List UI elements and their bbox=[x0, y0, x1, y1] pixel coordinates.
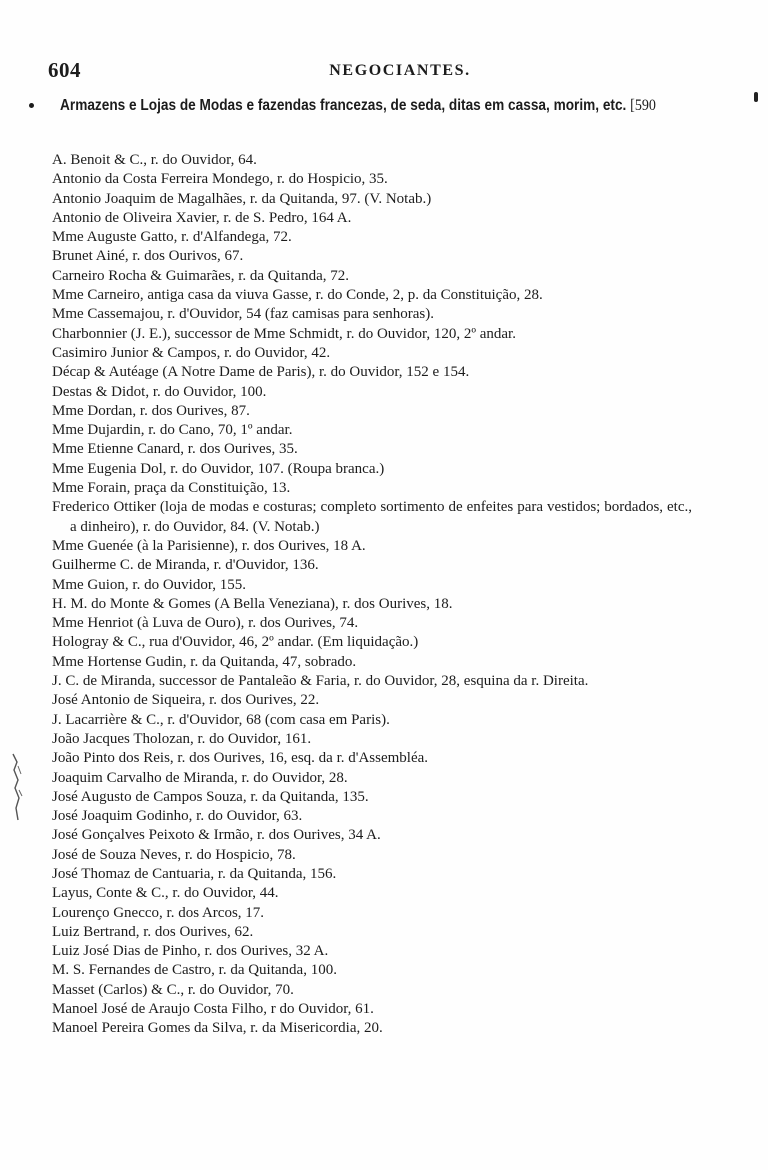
list-item: Mme Cassemajou, r. d'Ouvidor, 54 (faz camisas para senhoras). bbox=[52, 306, 434, 323]
list-item: José Augusto de Campos Souza, r. da Quitanda, 135. bbox=[52, 788, 369, 805]
list-item: Mme Carneiro, antiga casa da viuva Gasse, r. do Conde, 2, p. da Constituição, 28. bbox=[52, 287, 543, 304]
list-item: Manoel José de Araujo Costa Filho, r do Ouvidor, 61. bbox=[52, 1001, 374, 1018]
list-item: Mme Guenée (à la Parisienne), r. dos Ourives, 18 A. bbox=[52, 537, 366, 554]
list-item: Masset (Carlos) & C., r. do Ouvidor, 70. bbox=[52, 981, 294, 998]
list-item: A. Benoit & C., r. do Ouvidor, 64. bbox=[52, 152, 257, 168]
library-stamp-mark bbox=[10, 752, 24, 822]
list-item: Destas & Didot, r. do Ouvidor, 100. bbox=[52, 383, 267, 400]
merchant-list bbox=[52, 151, 692, 1039]
list-item: José Joaquim Godinho, r. do Ouvidor, 63. bbox=[52, 808, 303, 825]
list-item: J. Lacarrière & C., r. d'Ouvidor, 68 (com casa em Paris). bbox=[52, 711, 390, 728]
page-number: 604 bbox=[48, 58, 81, 82]
section-reference: [590 bbox=[630, 97, 656, 114]
list-item: Joaquim Carvalho de Miranda, r. do Ouvidor, 28. bbox=[52, 769, 348, 786]
list-item: Antonio de Oliveira Xavier, r. de S. Pedro, 164 A. bbox=[52, 209, 352, 226]
list-item: Frederico Ottiker (loja de modas e costuras; completo sortimento de enfeites para vestidos; bordados, etc., a dinheiro), r. do Ouvidor, 84. (V. Notab.) bbox=[52, 499, 692, 535]
list-item: José de Souza Neves, r. do Hospicio, 78. bbox=[52, 846, 296, 863]
list-item: Hologray & C., rua d'Ouvidor, 46, 2º andar. (Em liquidação.) bbox=[52, 634, 419, 651]
list-item: Charbonnier (J. E.), successor de Mme Schmidt, r. do Ouvidor, 120, 2º andar. bbox=[52, 325, 516, 342]
list-item: Antonio Joaquim de Magalhães, r. da Quitanda, 97. (V. Notab.) bbox=[52, 190, 432, 207]
list-item: Mme Forain, praça da Constituição, 13. bbox=[52, 480, 291, 497]
section-title bbox=[28, 96, 688, 115]
list-item: Casimiro Junior & Campos, r. do Ouvidor, 42. bbox=[52, 344, 331, 361]
list-item: Mme Eugenia Dol, r. do Ouvidor, 107. (Roupa branca.) bbox=[52, 460, 385, 477]
list-item: Mme Henriot (à Luva de Ouro), r. dos Ourives, 74. bbox=[52, 615, 359, 632]
list-item: Mme Guion, r. do Ouvidor, 155. bbox=[52, 576, 246, 593]
list-item: Mme Etienne Canard, r. dos Ourives, 35. bbox=[52, 441, 298, 458]
list-item: Manoel Pereira Gomes da Silva, r. da Misericordia, 20. bbox=[52, 1020, 383, 1037]
list-item: Mme Hortense Gudin, r. da Quitanda, 47, sobrado. bbox=[52, 653, 357, 670]
list-item: Layus, Conte & C., r. do Ouvidor, 44. bbox=[52, 885, 279, 902]
list-item: Décap & Autéage (A Notre Dame de Paris), r. do Ouvidor, 152 e 154. bbox=[52, 364, 470, 381]
list-item: João Pinto dos Reis, r. dos Ourives, 16, esq. da r. d'Assembléa. bbox=[52, 750, 429, 767]
list-item: Mme Dujardin, r. do Cano, 70, 1º andar. bbox=[52, 422, 293, 439]
list-item: Lourenço Gnecco, r. dos Arcos, 17. bbox=[52, 904, 265, 921]
list-item: João Jacques Tholozan, r. do Ouvidor, 161. bbox=[52, 730, 312, 747]
list-item: Brunet Ainé, r. dos Ourivos, 67. bbox=[52, 248, 244, 265]
list-item: José Gonçalves Peixoto & Irmão, r. dos Ourives, 34 A. bbox=[52, 827, 381, 844]
list-item: Antonio da Costa Ferreira Mondego, r. do Hospicio, 35. bbox=[52, 171, 388, 188]
list-item: Luiz José Dias de Pinho, r. dos Ourives, 32 A. bbox=[52, 943, 329, 960]
margin-mark bbox=[754, 92, 758, 102]
list-item: José Thomaz de Cantuaria, r. da Quitanda, 156. bbox=[52, 865, 337, 882]
list-item: Luiz Bertrand, r. dos Ourives, 62. bbox=[52, 923, 254, 940]
section-title-text: Armazens e Lojas de Modas e fazendas francezas, de seda, ditas em cassa, morim, etc. bbox=[60, 97, 627, 114]
list-item: José Antonio de Siqueira, r. dos Ourives, 22. bbox=[52, 692, 320, 709]
list-item: Mme Auguste Gatto, r. d'Alfandega, 72. bbox=[52, 229, 292, 246]
list-item: J. C. de Miranda, successor de Pantaleão & Faria, r. do Ouvidor, 28, esquina da r. Direita. bbox=[52, 673, 589, 690]
list-item: Carneiro Rocha & Guimarães, r. da Quitanda, 72. bbox=[52, 267, 349, 284]
list-item: Mme Dordan, r. dos Ourives, 87. bbox=[52, 402, 250, 419]
running-head: NEGOCIANTES. bbox=[329, 62, 471, 79]
list-item: H. M. do Monte & Gomes (A Bella Veneziana), r. dos Ourives, 18. bbox=[52, 595, 453, 612]
list-item: M. S. Fernandes de Castro, r. da Quitanda, 100. bbox=[52, 962, 337, 979]
list-item: Guilherme C. de Miranda, r. d'Ouvidor, 136. bbox=[52, 557, 319, 574]
